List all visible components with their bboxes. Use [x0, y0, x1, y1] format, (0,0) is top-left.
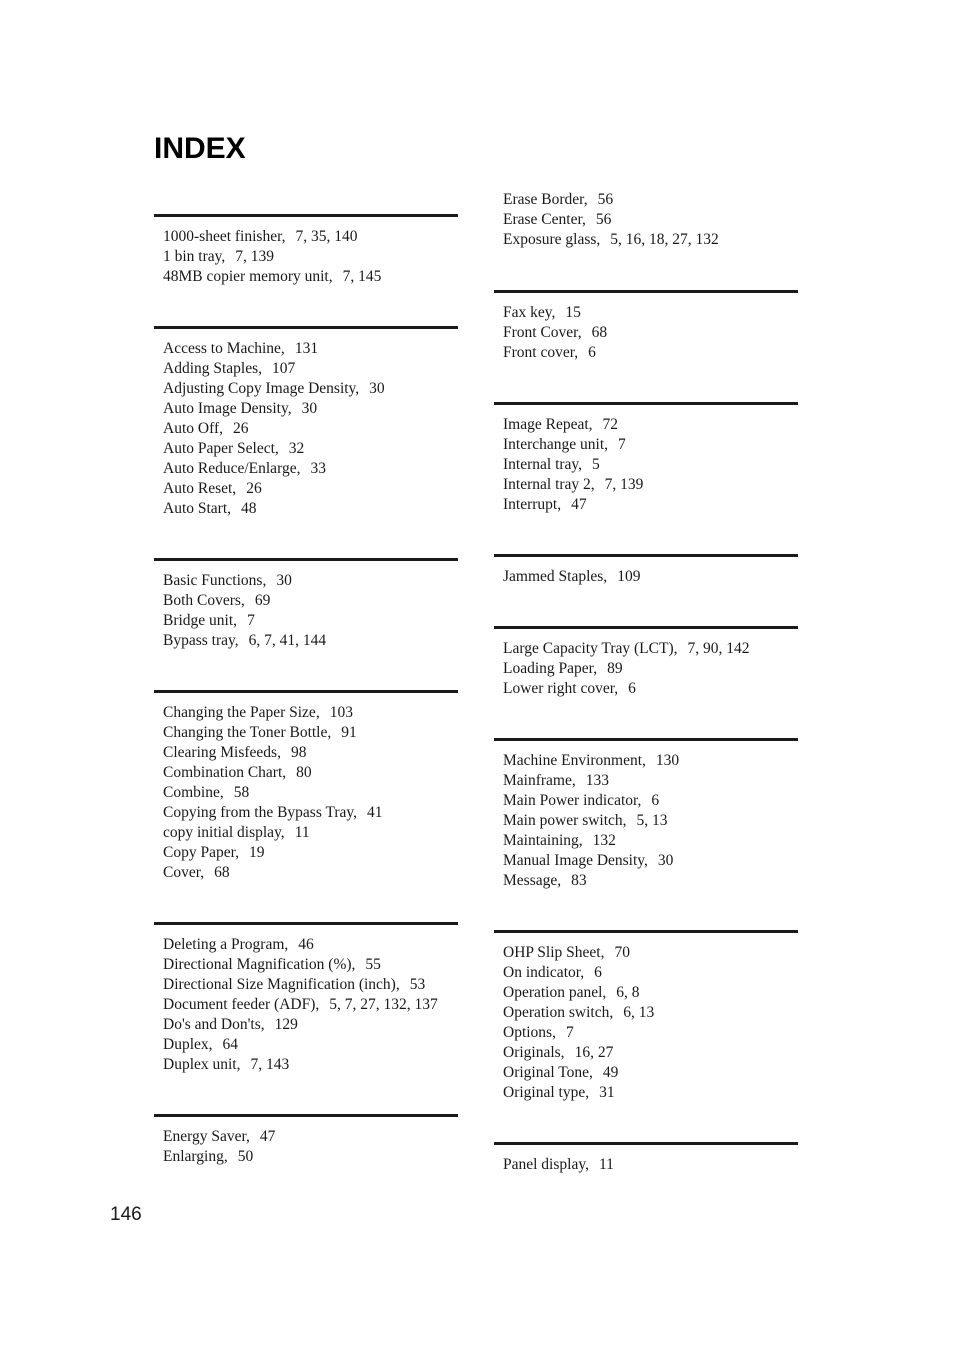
index-entry	[163, 1055, 458, 1075]
entry-term: Original Tone,	[503, 1064, 593, 1081]
entry-pages: 49	[602, 1064, 619, 1081]
index-entry-list	[494, 933, 798, 1103]
entry-pages: 5, 7, 27, 132, 137	[329, 996, 438, 1013]
index-group-i	[494, 402, 798, 515]
index-entry	[503, 679, 798, 699]
index-entry	[163, 995, 458, 1015]
index-entry	[163, 419, 458, 439]
index-entry	[503, 831, 798, 851]
entry-pages: 55	[365, 956, 381, 973]
entry-term: Options,	[503, 1024, 556, 1041]
index-entry	[503, 567, 798, 587]
entry-term: Both Covers,	[163, 592, 245, 609]
entry-term: Loading Paper,	[503, 660, 598, 677]
entry-pages: 30	[276, 572, 292, 589]
index-entry	[163, 823, 458, 843]
entry-pages: 6	[651, 792, 660, 809]
index-entry	[163, 399, 458, 419]
entry-pages: 47	[571, 496, 587, 513]
index-entry	[503, 1155, 798, 1175]
index-entry-list	[494, 293, 798, 363]
index-entry	[503, 639, 798, 659]
entry-term: Internal tray,	[503, 456, 583, 473]
index-entry	[163, 439, 458, 459]
entry-term: Auto Start,	[163, 500, 232, 517]
entry-term: Maintaining,	[503, 832, 583, 849]
entry-pages: 131	[294, 340, 319, 357]
entry-term: Mainframe,	[503, 772, 576, 789]
index-entry	[163, 763, 458, 783]
index-entry	[163, 459, 458, 479]
entry-term: Auto Off,	[163, 420, 223, 437]
entry-pages: 72	[602, 416, 619, 433]
entry-pages: 7, 139	[604, 476, 644, 493]
index-group-o	[494, 930, 798, 1103]
entry-term: Energy Saver,	[163, 1128, 250, 1145]
entry-pages: 68	[214, 864, 230, 881]
page-number: 146	[110, 1204, 142, 1225]
entry-pages: 7, 143	[250, 1056, 290, 1073]
index-entry-list	[494, 629, 798, 699]
entry-term: Main Power indicator,	[503, 792, 642, 809]
entry-term: Auto Reset,	[163, 480, 237, 497]
entry-term: Front Cover,	[503, 324, 582, 341]
index-entry	[503, 1083, 798, 1103]
index-entry	[163, 843, 458, 863]
index-entry	[163, 783, 458, 803]
entry-pages: 50	[237, 1148, 254, 1165]
entry-pages: 48	[241, 500, 257, 517]
index-entry	[503, 495, 798, 515]
index-entry	[163, 571, 458, 591]
entry-pages: 11	[598, 1156, 614, 1173]
index-entry	[503, 751, 798, 771]
index-group-m	[494, 738, 798, 891]
entry-pages: 53	[409, 976, 426, 993]
entry-term: Changing the Paper Size,	[163, 704, 320, 721]
entry-term: Front cover,	[503, 344, 579, 361]
entry-term: Duplex unit,	[163, 1056, 241, 1073]
index-entry-list	[154, 693, 458, 883]
index-entry	[163, 1015, 458, 1035]
entry-pages: 58	[233, 784, 250, 801]
entry-pages: 5, 16, 18, 27, 132	[610, 231, 719, 248]
entry-term: copy initial display,	[163, 824, 285, 841]
index-entry	[503, 210, 798, 230]
index-entry	[163, 1147, 458, 1167]
index-entry-list	[494, 1145, 798, 1175]
entry-pages: 56	[595, 211, 612, 228]
entry-term: Large Capacity Tray (LCT),	[503, 640, 678, 657]
entry-pages: 70	[614, 944, 630, 961]
index-entry	[503, 811, 798, 831]
entry-pages: 7, 35, 140	[295, 228, 358, 245]
entry-term: Jammed Staples,	[503, 568, 608, 585]
index-entry	[163, 1127, 458, 1147]
entry-term: 1000-sheet finisher,	[163, 228, 286, 245]
entry-term: Changing the Toner Bottle,	[163, 724, 332, 741]
index-entry	[503, 983, 798, 1003]
entry-pages: 6, 7, 41, 144	[248, 632, 327, 649]
entry-pages: 7, 139	[235, 248, 275, 265]
entry-term: Combine,	[163, 784, 224, 801]
entry-term: Basic Functions,	[163, 572, 267, 589]
entry-term: Copy Paper,	[163, 844, 240, 861]
entry-pages: 68	[591, 324, 608, 341]
entry-pages: 69	[254, 592, 271, 609]
entry-pages: 132	[592, 832, 616, 849]
index-entry	[503, 303, 798, 323]
index-entry-list	[154, 329, 458, 519]
entry-pages: 16, 27	[574, 1044, 614, 1061]
entry-term: On indicator,	[503, 964, 585, 981]
entry-pages: 98	[290, 744, 307, 761]
entry-pages: 32	[288, 440, 305, 457]
entry-term: Auto Reduce/Enlarge,	[163, 460, 301, 477]
entry-pages: 7	[565, 1024, 574, 1041]
entry-term: Directional Size Magnification (inch),	[163, 976, 400, 993]
entry-pages: 5, 13	[636, 812, 668, 829]
index-entry	[163, 499, 458, 519]
index-entry	[503, 659, 798, 679]
index-group-f	[494, 290, 798, 363]
entry-pages: 7	[247, 612, 255, 629]
index-entry	[503, 1023, 798, 1043]
index-entry-list	[494, 190, 798, 250]
index-entry	[163, 227, 458, 247]
entry-term: Lower right cover,	[503, 680, 619, 697]
index-entry	[163, 631, 458, 651]
entry-pages: 26	[246, 480, 262, 497]
index-entry	[503, 1043, 798, 1063]
index-entry	[163, 743, 458, 763]
entry-pages: 30	[301, 400, 318, 417]
index-entry	[163, 935, 458, 955]
entry-term: Auto Paper Select,	[163, 440, 279, 457]
entry-term: Bridge unit,	[163, 612, 238, 629]
entry-term: OHP Slip Sheet,	[503, 944, 605, 961]
index-entry	[163, 339, 458, 359]
index-entry	[503, 791, 798, 811]
entry-term: Exposure glass,	[503, 231, 601, 248]
entry-term: Access to Machine,	[163, 340, 285, 357]
entry-pages: 133	[585, 772, 609, 789]
index-entry-list	[494, 405, 798, 515]
index-group-a	[154, 326, 458, 519]
entry-term: Enlarging,	[163, 1148, 228, 1165]
entry-term: Bypass tray,	[163, 632, 239, 649]
index-entry	[163, 1035, 458, 1055]
entry-term: Original type,	[503, 1084, 590, 1101]
entry-pages: 6, 13	[623, 1004, 655, 1021]
index-group-p	[494, 1142, 798, 1175]
entry-term: Do's and Don'ts,	[163, 1016, 265, 1033]
index-group-d	[154, 922, 458, 1075]
entry-pages: 7, 90, 142	[687, 640, 750, 657]
index-entry	[503, 230, 798, 250]
entry-term: Copying from the Bypass Tray,	[163, 804, 358, 821]
entry-pages: 103	[329, 704, 353, 721]
entry-pages: 7	[618, 436, 626, 453]
entry-pages: 56	[597, 191, 614, 208]
index-entry	[503, 343, 798, 363]
index-entry	[503, 455, 798, 475]
index-entry	[163, 703, 458, 723]
entry-pages: 6, 8	[616, 984, 640, 1001]
index-group-numeric	[154, 214, 458, 287]
entry-pages: 26	[233, 420, 249, 437]
index-entry	[163, 479, 458, 499]
entry-pages: 41	[367, 804, 383, 821]
index-group-l	[494, 626, 798, 699]
index-entry-list	[154, 925, 458, 1075]
index-entry	[163, 611, 458, 631]
index-entry	[503, 475, 798, 495]
index-entry	[163, 247, 458, 267]
entry-pages: 107	[272, 360, 296, 377]
entry-pages: 46	[298, 936, 314, 953]
entry-term: Internal tray 2,	[503, 476, 595, 493]
entry-term: Auto Image Density,	[163, 400, 292, 417]
entry-term: Fax key,	[503, 304, 556, 321]
entry-term: Panel display,	[503, 1156, 589, 1173]
index-entry	[503, 963, 798, 983]
entry-pages: 80	[296, 764, 312, 781]
index-group-c	[154, 690, 458, 883]
entry-term: Interchange unit,	[503, 436, 609, 453]
index-entry	[503, 435, 798, 455]
entry-term: Erase Center,	[503, 211, 586, 228]
entry-term: Document feeder (ADF),	[163, 996, 320, 1013]
entry-term: Image Repeat,	[503, 416, 593, 433]
entry-term: Machine Environment,	[503, 752, 646, 769]
entry-pages: 89	[607, 660, 623, 677]
entry-pages: 6	[588, 344, 596, 361]
entry-term: Operation switch,	[503, 1004, 614, 1021]
entry-pages: 31	[599, 1084, 615, 1101]
page-title: INDEX	[154, 132, 246, 165]
entry-pages: 33	[310, 460, 326, 477]
index-group-e	[154, 1114, 458, 1167]
entry-term: Operation panel,	[503, 984, 607, 1001]
entry-term: Adjusting Copy Image Density,	[163, 380, 360, 397]
entry-pages: 30	[369, 380, 385, 397]
entry-term: Originals,	[503, 1044, 565, 1061]
index-entry	[163, 723, 458, 743]
index-entry	[503, 771, 798, 791]
entry-term: Adding Staples,	[163, 360, 263, 377]
entry-pages: 11	[294, 824, 310, 841]
index-entry	[503, 851, 798, 871]
entry-term: 48MB copier memory unit,	[163, 268, 333, 285]
entry-term: Interrupt,	[503, 496, 562, 513]
index-entry	[163, 955, 458, 975]
entry-pages: 7, 145	[342, 268, 382, 285]
entry-pages: 6	[628, 680, 636, 697]
index-entry-list	[154, 561, 458, 651]
index-entry	[503, 871, 798, 891]
entry-pages: 5	[592, 456, 600, 473]
entry-pages: 109	[617, 568, 641, 585]
index-group-j	[494, 554, 798, 587]
index-entry	[163, 803, 458, 823]
index-entry	[163, 379, 458, 399]
entry-term: Combination Chart,	[163, 764, 287, 781]
entry-term: Manual Image Density,	[503, 852, 648, 869]
index-entry	[163, 863, 458, 883]
entry-term: Main power switch,	[503, 812, 627, 829]
entry-pages: 15	[565, 304, 581, 321]
entry-term: Cover,	[163, 864, 205, 881]
entry-pages: 130	[655, 752, 680, 769]
index-entry	[503, 1003, 798, 1023]
index-group-e-continued	[494, 190, 798, 250]
entry-term: Deleting a Program,	[163, 936, 289, 953]
entry-term: 1 bin tray,	[163, 248, 226, 265]
index-entry	[163, 359, 458, 379]
index-group-b	[154, 558, 458, 651]
entry-pages: 129	[274, 1016, 298, 1033]
entry-term: Directional Magnification (%),	[163, 956, 356, 973]
entry-pages: 91	[341, 724, 357, 741]
entry-pages: 30	[657, 852, 674, 869]
entry-pages: 19	[249, 844, 265, 861]
index-entry-list	[154, 217, 458, 287]
index-entry-list	[494, 557, 798, 587]
index-entry	[503, 943, 798, 963]
entry-pages: 6	[594, 964, 602, 981]
entry-term: Message,	[503, 872, 562, 889]
index-entry-list	[494, 741, 798, 891]
index-entry	[503, 415, 798, 435]
index-entry-list	[154, 1117, 458, 1167]
index-entry	[503, 323, 798, 343]
entry-term: Erase Border,	[503, 191, 588, 208]
entry-pages: 83	[571, 872, 587, 889]
index-entry	[503, 190, 798, 210]
entry-term: Duplex,	[163, 1036, 213, 1053]
entry-pages: 64	[222, 1036, 239, 1053]
index-entry	[163, 267, 458, 287]
index-entry	[163, 975, 458, 995]
index-entry	[163, 591, 458, 611]
index-entry	[503, 1063, 798, 1083]
entry-term: Clearing Misfeeds,	[163, 744, 281, 761]
entry-pages: 47	[259, 1128, 276, 1145]
